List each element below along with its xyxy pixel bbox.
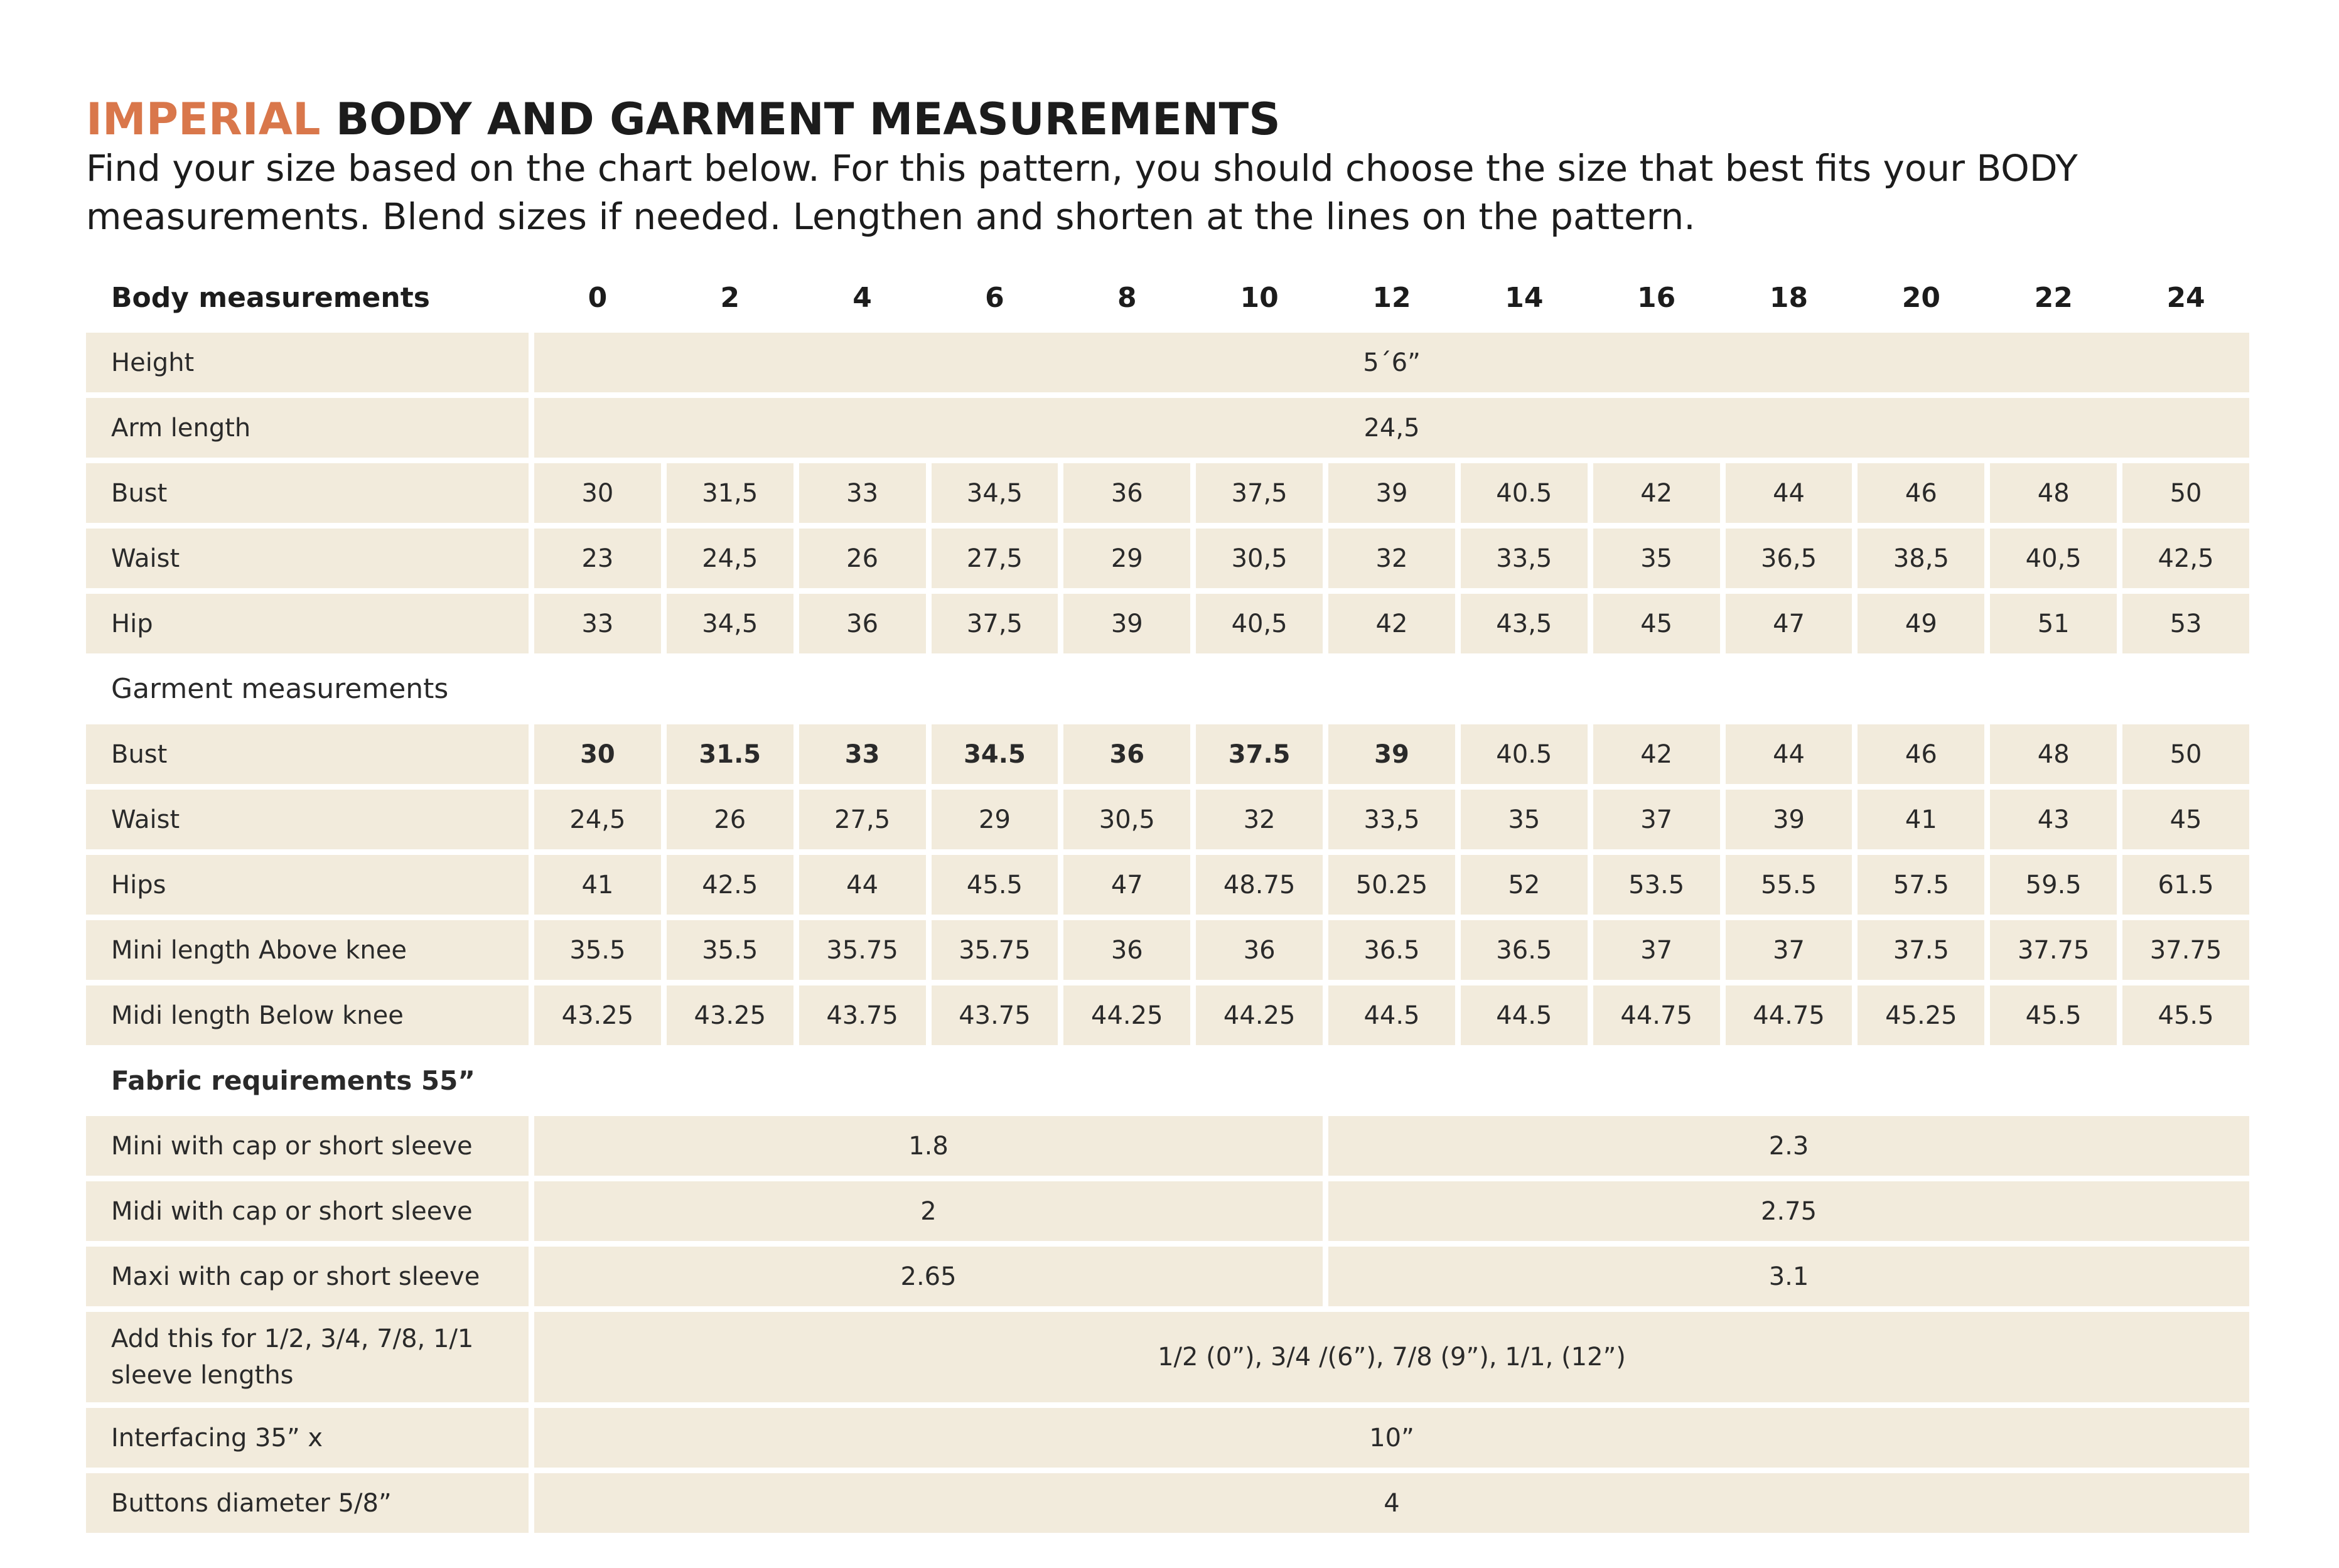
fabric-requirement-row: [86, 1116, 2249, 1176]
garment-section-row: [86, 659, 2249, 719]
size-value: 23: [534, 529, 661, 588]
size-value: 33: [799, 463, 926, 523]
spanned-value: 4: [534, 1473, 2249, 1533]
garment-measurement-row: [86, 790, 2249, 849]
body-measurement-row: [86, 333, 2249, 392]
row-label: Hips: [86, 855, 529, 915]
size-value: 46: [1858, 724, 1984, 784]
size-value: 36: [1063, 920, 1190, 980]
size-value: 59.5: [1990, 855, 2117, 915]
corner-label: Body measurements: [111, 281, 430, 314]
size-value: 42,5: [2122, 529, 2249, 588]
size-value: 37: [1726, 920, 1852, 980]
size-value: 50: [2122, 463, 2249, 523]
size-value: 44.25: [1063, 985, 1190, 1045]
spanned-value: 1/2 (0”), 3/4 /(6”), 7/8 (9”), 1/1, (12”): [534, 1312, 2249, 1402]
size-value: 26: [799, 529, 926, 588]
section-heading-fabric: Fabric requirements 55”: [111, 1065, 475, 1096]
size-value: 57.5: [1858, 855, 1984, 915]
size-value: 30: [534, 463, 661, 523]
size-value: 48: [1990, 463, 2117, 523]
size-value: 47: [1063, 855, 1190, 915]
size-value: 40,5: [1990, 529, 2117, 588]
size-header: 10: [1240, 281, 1279, 314]
body-measurement-row: [86, 529, 2249, 588]
size-header: 16: [1637, 281, 1676, 314]
size-value: 43.75: [932, 985, 1058, 1045]
size-value: 33,5: [1328, 790, 1455, 849]
size-value: 39: [1328, 463, 1455, 523]
size-value: 44.75: [1726, 985, 1852, 1045]
size-header: 2: [720, 281, 740, 314]
size-value: 40.5: [1461, 724, 1588, 784]
size-header: 22: [2034, 281, 2073, 314]
row-label: Maxi with cap or short sleeve: [86, 1247, 529, 1306]
size-value: 42: [1593, 463, 1720, 523]
size-value: 35.5: [667, 920, 793, 980]
size-value: 34,5: [932, 463, 1058, 523]
size-value: 53: [2122, 594, 2249, 653]
size-value: 41: [1858, 790, 1984, 849]
size-value: 40.5: [1461, 463, 1588, 523]
size-value: 61.5: [2122, 855, 2249, 915]
size-value: 47: [1726, 594, 1852, 653]
size-value: 44: [1726, 463, 1852, 523]
spanned-value: 5´6”: [534, 333, 2249, 392]
garment-measurement-row: [86, 855, 2249, 915]
size-value: 44: [1726, 724, 1852, 784]
size-value: 34,5: [667, 594, 793, 653]
row-label: Midi with cap or short sleeve: [86, 1181, 529, 1241]
size-header: 18: [1769, 281, 1809, 314]
size-value: 27,5: [932, 529, 1058, 588]
title-accent: IMPERIAL: [86, 94, 321, 145]
row-label: Height: [86, 333, 529, 392]
size-value: 45: [2122, 790, 2249, 849]
size-header: 4: [852, 281, 872, 314]
size-value: 45.25: [1858, 985, 1984, 1045]
extra-requirement-row: [86, 1312, 2249, 1402]
size-value: 26: [667, 790, 793, 849]
size-value: 33: [799, 724, 926, 784]
fabric-value-sizes-0-10: 1.8: [534, 1116, 1323, 1176]
size-value: 43: [1990, 790, 2117, 849]
spanned-value: 24,5: [534, 398, 2249, 458]
size-header: 14: [1505, 281, 1544, 314]
size-value: 42: [1328, 594, 1455, 653]
fabric-requirement-row: [86, 1247, 2249, 1306]
size-value: 32: [1196, 790, 1323, 849]
extra-requirement-row: [86, 1408, 2249, 1468]
row-label: Mini with cap or short sleeve: [86, 1116, 529, 1176]
size-value: 40,5: [1196, 594, 1323, 653]
body-measurement-row: [86, 594, 2249, 653]
size-header: 20: [1901, 281, 1940, 314]
size-value: 55.5: [1726, 855, 1852, 915]
size-value: 31.5: [667, 724, 793, 784]
size-value: 53.5: [1593, 855, 1720, 915]
size-value: 35: [1461, 790, 1588, 849]
size-value: 37.5: [1196, 724, 1323, 784]
size-value: 35.5: [534, 920, 661, 980]
size-value: 36: [799, 594, 926, 653]
size-value: 37.75: [2122, 920, 2249, 980]
spanned-value: 10”: [534, 1408, 2249, 1468]
row-label: Arm length: [86, 398, 529, 458]
page-header: [86, 94, 2258, 241]
fabric-section-row: [86, 1051, 2249, 1110]
size-value: 37: [1593, 790, 1720, 849]
size-value: 43.25: [534, 985, 661, 1045]
size-value: 24,5: [534, 790, 661, 849]
garment-measurement-row: [86, 920, 2249, 980]
size-value: 36: [1196, 920, 1323, 980]
size-value: 27,5: [799, 790, 926, 849]
size-value: 52: [1461, 855, 1588, 915]
size-value: 44.5: [1461, 985, 1588, 1045]
size-value: 39: [1726, 790, 1852, 849]
fabric-value-sizes-0-10: 2.65: [534, 1247, 1323, 1306]
size-value: 39: [1328, 724, 1455, 784]
size-header: 12: [1372, 281, 1411, 314]
size-value: 35.75: [799, 920, 926, 980]
title-rest: BODY AND GARMENT MEASUREMENTS: [320, 94, 1281, 145]
size-value: 36: [1063, 724, 1190, 784]
size-header: 8: [1117, 281, 1137, 314]
body-measurement-row: [86, 463, 2249, 523]
size-value: 44.75: [1593, 985, 1720, 1045]
row-label: Waist: [86, 790, 529, 849]
size-value: 31,5: [667, 463, 793, 523]
row-label: Add this for 1/2, 3/4, 7/8, 1/1 sleeve lengths: [86, 1312, 529, 1402]
size-value: 36,5: [1726, 529, 1852, 588]
size-header: 0: [588, 281, 608, 314]
size-value: 30,5: [1196, 529, 1323, 588]
size-value: 36.5: [1461, 920, 1588, 980]
row-label: Waist: [86, 529, 529, 588]
size-value: 45.5: [932, 855, 1058, 915]
size-value: 44.5: [1328, 985, 1455, 1045]
size-value: 51: [1990, 594, 2117, 653]
size-value: 43.25: [667, 985, 793, 1045]
size-value: 37.5: [1858, 920, 1984, 980]
size-header-row: [86, 268, 2249, 327]
garment-measurement-row: [86, 724, 2249, 784]
row-label: Bust: [86, 463, 529, 523]
size-value: 29: [932, 790, 1058, 849]
size-value: 39: [1063, 594, 1190, 653]
fabric-value-sizes-12-24: 3.1: [1328, 1247, 2249, 1306]
size-value: 35: [1593, 529, 1720, 588]
size-value: 44.25: [1196, 985, 1323, 1045]
body-measurement-row: [86, 398, 2249, 458]
size-value: 33: [534, 594, 661, 653]
size-value: 37,5: [1196, 463, 1323, 523]
row-label: Buttons diameter 5/8”: [86, 1473, 529, 1533]
row-label: Hip: [86, 594, 529, 653]
size-value: 29: [1063, 529, 1190, 588]
size-value: 43,5: [1461, 594, 1588, 653]
size-value: 48.75: [1196, 855, 1323, 915]
size-value: 50.25: [1328, 855, 1455, 915]
size-value: 41: [534, 855, 661, 915]
size-value: 33,5: [1461, 529, 1588, 588]
row-label: Bust: [86, 724, 529, 784]
size-chart-table: [80, 262, 2255, 1538]
size-value: 45.5: [1990, 985, 2117, 1045]
size-value: 42: [1593, 724, 1720, 784]
row-label: Mini length Above knee: [86, 920, 529, 980]
fabric-value-sizes-0-10: 2: [534, 1181, 1323, 1241]
size-value: 45.5: [2122, 985, 2249, 1045]
size-value: 36.5: [1328, 920, 1455, 980]
size-value: 37: [1593, 920, 1720, 980]
size-value: 36: [1063, 463, 1190, 523]
size-value: 34.5: [932, 724, 1058, 784]
size-header: 24: [2166, 281, 2205, 314]
size-value: 48: [1990, 724, 2117, 784]
size-value: 30,5: [1063, 790, 1190, 849]
size-value: 46: [1858, 463, 1984, 523]
size-value: 38,5: [1858, 529, 1984, 588]
size-value: 32: [1328, 529, 1455, 588]
size-value: 24,5: [667, 529, 793, 588]
fabric-requirement-row: [86, 1181, 2249, 1241]
extra-requirement-row: [86, 1473, 2249, 1533]
page-title: [86, 94, 2258, 144]
size-value: 50: [2122, 724, 2249, 784]
intro-text: Find your size based on the chart below. For this pattern, you should choose the size that best fits your BODY measurements. Blend sizes if needed. Lengthen and shorten at the lines on the pattern.: [86, 147, 2078, 238]
size-value: 49: [1858, 594, 1984, 653]
size-value: 37,5: [932, 594, 1058, 653]
chart-body: [86, 333, 2249, 1533]
section-heading-garment: Garment measurements: [111, 673, 449, 705]
size-value: 43.75: [799, 985, 926, 1045]
row-label: Midi length Below knee: [86, 985, 529, 1045]
size-value: 44: [799, 855, 926, 915]
fabric-value-sizes-12-24: 2.75: [1328, 1181, 2249, 1241]
size-value: 42.5: [667, 855, 793, 915]
garment-measurement-row: [86, 985, 2249, 1045]
size-value: 37.75: [1990, 920, 2117, 980]
size-header: 6: [985, 281, 1004, 314]
row-label: Interfacing 35” x: [86, 1408, 529, 1468]
fabric-value-sizes-12-24: 2.3: [1328, 1116, 2249, 1176]
size-value: 45: [1593, 594, 1720, 653]
size-value: 35.75: [932, 920, 1058, 980]
size-value: 30: [534, 724, 661, 784]
